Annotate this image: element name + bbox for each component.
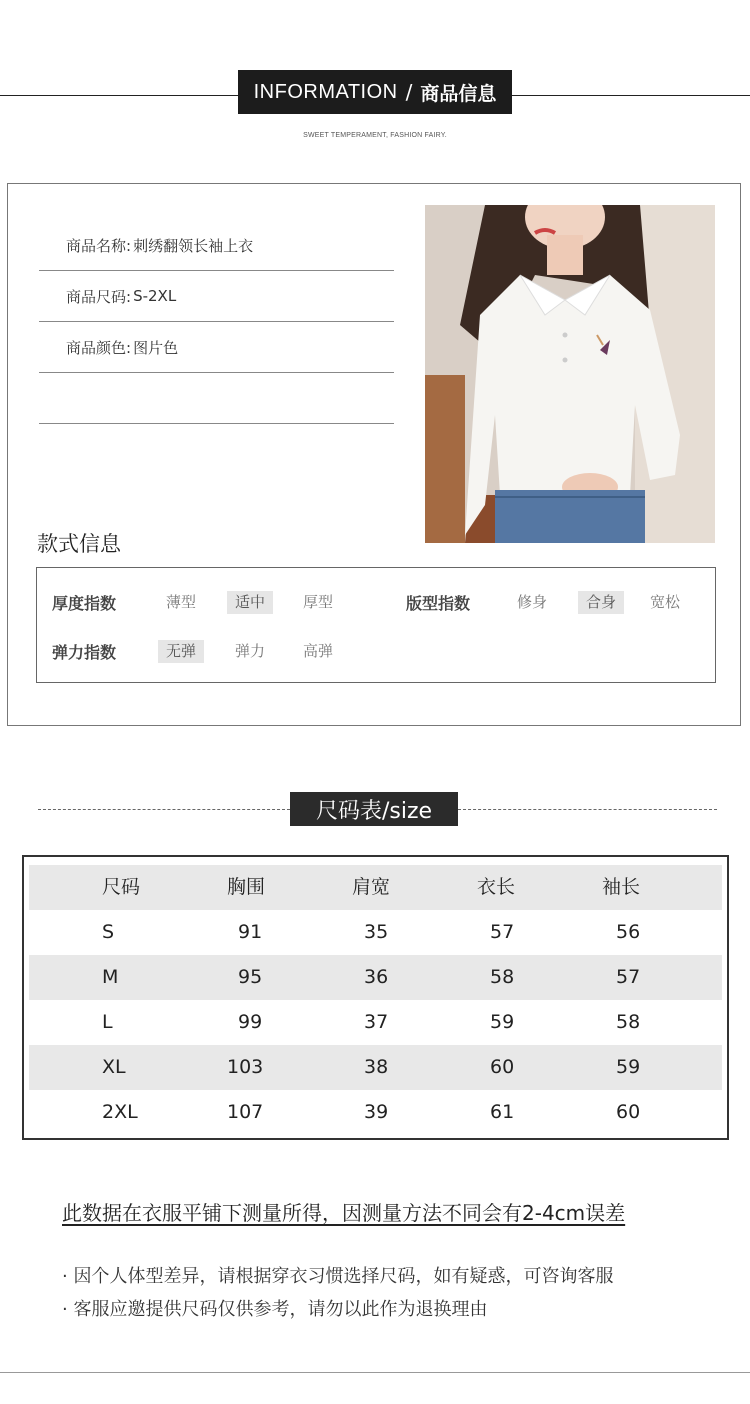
style-info-box: [36, 567, 716, 683]
table-cell: 107: [227, 1101, 264, 1123]
table-cell: 2XL: [102, 1101, 138, 1123]
note-item: · 因个人体型差异，请根据穿衣习惯选择尺码，如有疑惑，可咨询客服: [62, 1266, 614, 1287]
header-cell: 胸围: [227, 876, 266, 898]
section-title-banner: [238, 70, 512, 114]
table-cell: L: [102, 1011, 113, 1033]
size-table: [22, 855, 729, 1140]
table-cell: 103: [227, 1056, 264, 1078]
table-row: [29, 910, 722, 955]
info-value: 刺绣翻领长袖上衣: [133, 236, 254, 255]
table-cell: 59: [490, 1011, 515, 1033]
header-cell: 袖长: [602, 876, 641, 898]
info-row-name: [39, 220, 394, 271]
table-cell: 35: [364, 921, 389, 943]
info-label: 商品名称:: [66, 236, 132, 255]
table-cell: 60: [490, 1056, 515, 1078]
thickness-option: 厚型: [303, 593, 334, 611]
title-chinese: 商品信息: [420, 82, 497, 105]
elasticity-option-selected: 无弹: [158, 640, 204, 663]
table-cell: 60: [616, 1101, 641, 1123]
title-english: INFORMATION: [253, 80, 398, 103]
title-separator: /: [405, 80, 413, 104]
table-row: [29, 955, 722, 1000]
table-cell: 59: [616, 1056, 641, 1078]
table-cell: M: [102, 966, 119, 988]
info-row-empty: [39, 373, 394, 424]
info-row-color: [39, 322, 394, 373]
table-row: [29, 1090, 722, 1135]
table-cell: 39: [364, 1101, 389, 1123]
elasticity-option: 高弹: [303, 642, 334, 660]
size-chart-title: 尺码表/size: [290, 792, 458, 826]
table-cell: S: [102, 921, 115, 943]
dashed-divider-left: [38, 809, 290, 810]
header-subtitle: SWEET TEMPERAMENT, FASHION FAIRY.: [303, 132, 447, 139]
info-value: S-2XL: [133, 287, 177, 305]
fit-option-selected: 合身: [578, 591, 624, 614]
table-cell: 91: [238, 921, 263, 943]
table-header-row: [29, 865, 722, 910]
header-cell: 尺码: [102, 876, 141, 898]
fit-option: 修身: [517, 593, 548, 611]
header-cell: 肩宽: [352, 876, 391, 898]
table-row: [29, 1045, 722, 1090]
table-cell: 95: [238, 966, 263, 988]
note-item: · 客服应邀提供尺码仅供参考，请勿以此作为退换理由: [62, 1299, 488, 1320]
table-cell: 57: [490, 921, 515, 943]
table-cell: 57: [616, 966, 641, 988]
table-cell: 38: [364, 1056, 389, 1078]
elasticity-label: 弹力指数: [52, 643, 117, 662]
header-cell: 衣长: [477, 876, 516, 898]
fit-label: 版型指数: [406, 594, 471, 613]
info-value: 图片色: [133, 338, 179, 357]
table-cell: 58: [616, 1011, 641, 1033]
table-cell: 37: [364, 1011, 389, 1033]
thickness-option: 薄型: [166, 593, 197, 611]
table-row: [29, 1000, 722, 1045]
table-cell: 61: [490, 1101, 515, 1123]
footer-divider: [0, 1372, 750, 1373]
info-label: 商品颜色:: [66, 338, 132, 357]
table-cell: 36: [364, 966, 389, 988]
table-cell: 99: [238, 1011, 263, 1033]
product-photo: [425, 205, 715, 543]
info-row-size: [39, 271, 394, 322]
table-cell: 56: [616, 921, 641, 943]
table-cell: XL: [102, 1056, 126, 1078]
dashed-divider-right: [458, 809, 717, 810]
thickness-label: 厚度指数: [52, 594, 117, 613]
product-info-card: [7, 183, 741, 726]
info-label: 商品尺码:: [66, 287, 132, 306]
fit-option: 宽松: [650, 593, 681, 611]
elasticity-option: 弹力: [235, 642, 266, 660]
table-cell: 58: [490, 966, 515, 988]
measurement-notice: 此数据在衣服平铺下测量所得，因测量方法不同会有2-4cm误差: [62, 1201, 626, 1225]
style-info-title: 款式信息: [37, 532, 121, 556]
thickness-option-selected: 适中: [227, 591, 273, 614]
